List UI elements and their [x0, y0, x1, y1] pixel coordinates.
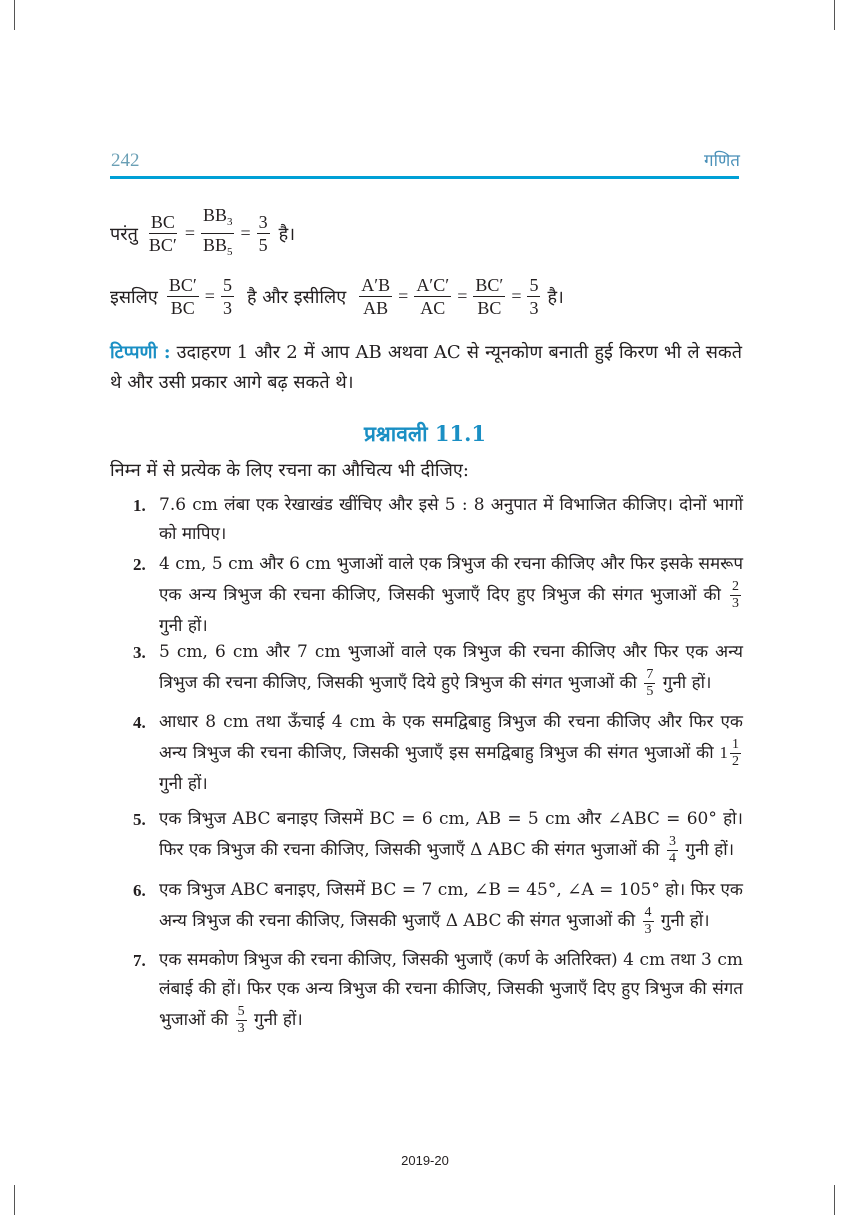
exercise-title: प्रश्नावली 11.1: [363, 421, 487, 446]
note-paragraph: [110, 338, 742, 398]
question-fraction: [667, 834, 678, 867]
eq1-f2-den: BB: [202, 235, 227, 255]
eq2-f6-den: 3: [529, 298, 539, 318]
question-4: [133, 708, 743, 799]
eq1-fraction-3: [257, 211, 270, 256]
fraction-denominator: 3: [644, 922, 652, 937]
question-number: 4.: [133, 713, 146, 732]
question-text-after: गुनी हों।: [254, 1010, 303, 1030]
eq1-tail: है।: [278, 223, 296, 245]
fraction-denominator: 5: [646, 684, 654, 699]
eq1-f3-num: 3: [258, 212, 268, 232]
question-number: 1.: [133, 496, 146, 515]
equals-sign: =: [184, 223, 195, 243]
fraction-numerator: 4: [644, 905, 652, 920]
eq2-fraction-3: [359, 274, 392, 319]
question-number: 6.: [133, 881, 146, 900]
eq2-fraction-2: [221, 274, 234, 319]
question-fraction: [730, 737, 741, 770]
equals-sign: =: [398, 286, 409, 306]
eq2-fraction-4: [414, 274, 451, 319]
equals-sign: =: [511, 286, 522, 306]
question-fraction: [730, 579, 741, 612]
footer-year: 2019-20: [401, 1153, 449, 1168]
question-fraction: [236, 1004, 247, 1037]
eq2-tail: है।: [547, 286, 564, 308]
eq1-f3-den: 5: [258, 235, 268, 255]
header-rule: [110, 176, 739, 179]
question-number: 2.: [133, 555, 146, 574]
note-text: उदाहरण 1 और 2 में आप AB अथवा AC से न्यूनकोण बनाती हुई किरण भी ले सकते थे और उसी प्रकार आगे बढ़ सकते थे।: [110, 342, 742, 393]
fraction-denominator: 3: [732, 596, 739, 611]
eq1-f2-num: BB: [202, 205, 227, 225]
question-7: [133, 946, 743, 1037]
note-label: टिप्पणी :: [110, 342, 171, 363]
page-number: 242: [111, 150, 140, 171]
question-text: 7.6 cm लंबा एक रेखाखंड खींचिए और इसे 5 : 8 अनुपात में विभाजित कीजिए। दोनों भागों को मापिए।: [159, 495, 743, 544]
question-text-after: गुनी हों।: [159, 616, 208, 636]
question-text-before: एक त्रिभुज ABC बनाइए, जिसमें BC = 7 cm, ∠B = 45°, ∠A = 105° हो। फिर एक अन्य त्रिभुज की रचना कीजिए, जिसकी भुजाएँ Δ ABC की संगत भुजाओं की: [159, 880, 743, 931]
equation-line-2: [110, 274, 564, 319]
eq1-fraction-2: [201, 204, 235, 263]
fraction-numerator: 3: [668, 834, 676, 849]
question-text: [159, 946, 743, 1037]
crop-mark-bottom-right: [834, 1185, 835, 1215]
question-text: [159, 708, 743, 799]
question-1: [133, 491, 743, 549]
question-text-after: गुनी हों।: [685, 840, 735, 860]
question-text-before: एक त्रिभुज ABC बनाइए जिसमें BC = 6 cm, AB = 5 cm और ∠ABC = 60° हो। फिर एक त्रिभुज की रचना कीजिए, जिसकी भुजाएँ Δ ABC की संगत भुजाओं की: [159, 809, 743, 860]
question-2: [133, 550, 743, 641]
eq2-f4-num: A′C′: [416, 275, 450, 295]
eq1-f2-den-wrap: [201, 234, 235, 263]
eq2-f2-den: 3: [222, 298, 232, 318]
running-head: गणित: [704, 151, 740, 171]
fraction-numerator: 5: [237, 1004, 245, 1019]
question-6: [133, 876, 743, 938]
eq1-f2-num-sub: 3: [226, 216, 233, 228]
eq2-fraction-6: [527, 274, 540, 319]
eq2-f1-den: BC: [170, 298, 195, 318]
question-5: [133, 805, 743, 867]
question-fraction: [644, 667, 655, 700]
question-number: 7.: [133, 951, 146, 970]
eq2-f5-den: BC: [477, 298, 502, 318]
question-text: [159, 550, 743, 641]
eq1-f2-den-sub: 5: [226, 246, 233, 258]
eq2-f2-num: 5: [222, 275, 232, 295]
mixed-whole: 1: [719, 743, 728, 762]
question-text-after: गुनी हों।: [159, 774, 208, 794]
eq2-f3-num: A′B: [361, 275, 391, 295]
question-number: 3.: [133, 643, 146, 662]
question-text-before: 4 cm, 5 cm और 6 cm भुजाओं वाले एक त्रिभुज की रचना कीजिए और फिर इसके समरूप एक अन्य त्रिभुज की रचना कीजिए, जिसकी भुजाएँ दिए हुए त्रिभुज की संगत भुजाओं की: [159, 554, 743, 605]
fraction-numerator: 1: [732, 737, 739, 752]
fraction-denominator: 2: [732, 754, 739, 769]
crop-mark-top-right: [834, 0, 835, 30]
question-text-before: 5 cm, 6 cm और 7 cm भुजाओं वाले एक त्रिभुज की रचना कीजिए और फिर एक अन्य त्रिभुज की रचना कीजिए, जिसकी भुजाएँ दिये हुऐ त्रिभुज की संगत भुजाओं की: [159, 642, 743, 693]
eq2-lead: इसलिए: [110, 286, 158, 308]
question-text-after: गुनी हों।: [660, 911, 710, 931]
eq1-f1-den: BC′: [148, 235, 177, 255]
eq1-lead: परंतु: [110, 223, 138, 245]
equals-sign: =: [240, 223, 251, 243]
eq2-mid-text: है और इसीलिए: [246, 286, 347, 308]
eq2-f4-den: AC: [420, 298, 446, 318]
question-number: 5.: [133, 810, 146, 829]
fraction-numerator: 2: [732, 579, 739, 594]
question-text: [159, 638, 743, 700]
eq2-f3-den: AB: [363, 298, 389, 318]
fraction-numerator: 7: [646, 667, 654, 682]
question-fraction: [643, 905, 654, 938]
equals-sign: =: [457, 286, 468, 306]
fraction-denominator: 4: [668, 851, 676, 866]
question-3: [133, 638, 743, 700]
crop-mark-bottom-left: [14, 1185, 15, 1215]
exercise-intro: निम्न में से प्रत्येक के लिए रचना का औचित्य भी दीजिए:: [110, 460, 469, 481]
question-text: [159, 876, 743, 938]
eq2-f1-num: BC′: [168, 275, 197, 295]
eq2-fraction-1: [167, 274, 199, 319]
eq2-fraction-5: [473, 274, 505, 319]
question-text-before: आधार 8 cm तथा ऊँचाई 4 cm के एक समद्विबाहु त्रिभुज की रचना कीजिए और फिर एक अन्य त्रिभुज की रचना कीजिए, जिसकी भुजाएँ इस समद्विबाहु त्रिभुज की संगत भुजाओं की: [159, 712, 743, 763]
equals-sign: =: [204, 286, 215, 306]
eq1-fraction-1: [147, 211, 179, 256]
eq2-f5-num: BC′: [475, 275, 504, 295]
question-text-after: गुनी हों।: [662, 673, 712, 693]
fraction-denominator: 3: [237, 1021, 245, 1036]
crop-mark-top-left: [14, 0, 15, 30]
question-text-before: एक समकोण त्रिभुज की रचना कीजिए, जिसकी भुजाएँ (कर्ण के अतिरिक्त) 4 cm तथा 3 cm लंबाई की हों। फिर एक अन्य त्रिभुज की रचना कीजिए, जिसकी भुजाएँ दिए हुए त्रिभुज की संगत भुजाओं की: [159, 950, 743, 1030]
equation-line-1: [110, 204, 295, 263]
question-text: [159, 805, 743, 867]
eq1-f1-num: BC: [150, 212, 175, 232]
eq1-f2-num-wrap: [201, 204, 235, 234]
eq2-f6-num: 5: [529, 275, 539, 295]
